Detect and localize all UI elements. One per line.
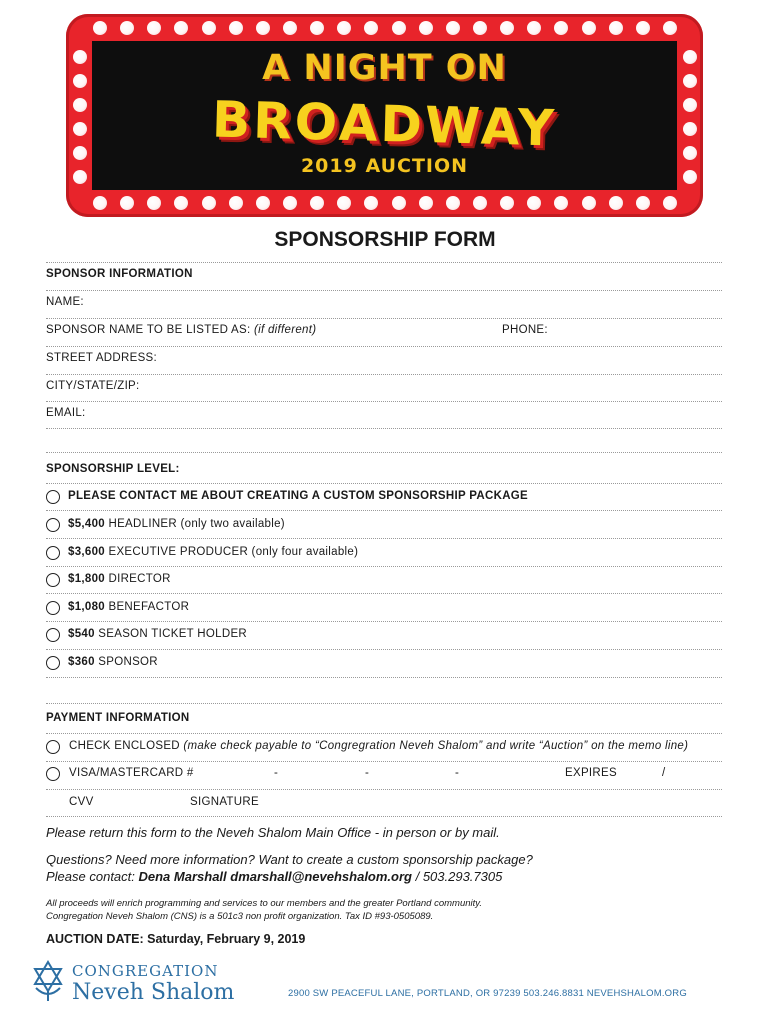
radio-season-ticket-holder[interactable] — [46, 628, 60, 642]
marquee-bulb — [473, 196, 487, 210]
divider — [46, 593, 722, 594]
option-sponsor: $360 SPONSOR — [68, 656, 158, 668]
radio-visa-mastercard[interactable] — [46, 767, 60, 781]
marquee-bulb — [582, 21, 596, 35]
return-instructions: Please return this form to the Neveh Shalom Main Office - in person or by mail. — [46, 825, 500, 840]
marquee-bulb — [419, 21, 433, 35]
radio-executive-producer[interactable] — [46, 546, 60, 560]
divider — [46, 703, 722, 704]
marquee-bulb — [683, 170, 697, 184]
marquee-bulb — [663, 196, 677, 210]
listed-as-field[interactable] — [46, 324, 316, 336]
option-custom-package: PLEASE CONTACT ME ABOUT CREATING A CUSTOM SPONSORSHIP PACKAGE — [68, 490, 529, 502]
marquee-bulb — [683, 50, 697, 64]
divider — [46, 290, 722, 291]
radio-benefactor[interactable] — [46, 601, 60, 615]
marquee-bulb — [446, 196, 460, 210]
divider — [46, 401, 722, 402]
radio-sponsor[interactable] — [46, 656, 60, 670]
marquee-bulb — [93, 196, 107, 210]
marquee-bulb — [683, 74, 697, 88]
listed-as-label: SPONSOR NAME TO BE LISTED AS: — [46, 324, 251, 336]
marquee-bulb — [582, 196, 596, 210]
divider — [46, 538, 722, 539]
divider — [46, 733, 722, 734]
marquee-bulb — [636, 196, 650, 210]
contact-link[interactable]: Dena Marshall dmarshall@nevehshalom.org — [138, 869, 412, 884]
marquee-bulb — [636, 21, 650, 35]
marquee-bulb — [392, 21, 406, 35]
marquee-bulb — [683, 122, 697, 136]
proceeds-note: All proceeds will enrich programming and services to our members and the greater Portland community. — [46, 898, 482, 909]
check-enclosed-option: CHECK ENCLOSED (make check payable to “Congregration Neveh Shalom” and write “Auction” on the memo line) — [69, 740, 689, 752]
marquee-bulb — [229, 196, 243, 210]
divider — [46, 374, 722, 375]
marquee-bulb — [256, 196, 270, 210]
marquee-bulb — [663, 21, 677, 35]
marquee-bulb — [683, 146, 697, 160]
divider — [46, 510, 722, 511]
expires-field[interactable]: EXPIRES — [565, 767, 617, 779]
marquee-bulb — [73, 98, 87, 112]
radio-custom-package[interactable] — [46, 490, 60, 504]
marquee-bulb — [229, 21, 243, 35]
marquee-bulb — [73, 74, 87, 88]
option-headliner: $5,400 HEADLINER (only two available) — [68, 518, 285, 530]
divider — [46, 677, 722, 678]
radio-director[interactable] — [46, 573, 60, 587]
divider — [46, 428, 722, 429]
star-of-david-icon — [30, 960, 66, 1002]
city-state-zip-field[interactable]: CITY/STATE/ZIP: — [46, 380, 140, 392]
card-dash-2: - — [365, 767, 370, 779]
divider — [46, 816, 722, 817]
logo-congregation: CONGREGATION — [72, 962, 219, 980]
option-director: $1,800 DIRECTOR — [68, 573, 171, 585]
divider — [46, 262, 722, 263]
logo-neveh-shalom: Neveh Shalom — [72, 980, 235, 1005]
radio-headliner[interactable] — [46, 518, 60, 532]
banner-line-2: BROADWAY — [211, 90, 558, 158]
banner-line-3: 2019 AUCTION — [300, 155, 469, 177]
divider — [46, 346, 722, 347]
radio-check-enclosed[interactable] — [46, 740, 60, 754]
card-dash-3: - — [455, 767, 460, 779]
marquee-bulb — [202, 21, 216, 35]
name-field[interactable]: NAME: — [46, 296, 84, 308]
form-title: SPONSORSHIP FORM — [274, 228, 496, 251]
marquee-bulb — [446, 21, 460, 35]
option-benefactor: $1,080 BENEFACTOR — [68, 601, 190, 613]
marquee-bulb — [256, 21, 270, 35]
marquee-bulb — [73, 170, 87, 184]
marquee-bulb — [609, 196, 623, 210]
sponsorship-level-heading: SPONSORSHIP LEVEL: — [46, 463, 180, 475]
card-number-field[interactable]: VISA/MASTERCARD # — [69, 767, 194, 779]
phone-field[interactable]: PHONE: — [502, 324, 548, 336]
marquee-bulb — [419, 196, 433, 210]
tax-id-note: Congregation Neveh Shalom (CNS) is a 501c3 non profit organization. Tax ID #93-0505089. — [46, 911, 434, 922]
marquee-bulb — [683, 98, 697, 112]
divider — [46, 621, 722, 622]
marquee-bulb — [93, 21, 107, 35]
auction-date: AUCTION DATE: Saturday, February 9, 2019 — [46, 932, 306, 946]
divider — [46, 452, 722, 453]
divider — [46, 318, 722, 319]
divider — [46, 789, 722, 790]
divider — [46, 761, 722, 762]
divider — [46, 566, 722, 567]
marquee-bulb — [283, 21, 297, 35]
signature-field[interactable]: SIGNATURE — [190, 796, 259, 808]
card-dash-1: - — [274, 767, 279, 779]
cvv-field[interactable]: CVV — [69, 796, 94, 808]
divider — [46, 649, 722, 650]
option-executive-producer: $3,600 EXECUTIVE PRODUCER (only four available) — [68, 546, 359, 558]
marquee-bulb — [73, 122, 87, 136]
questions-line: Questions? Need more information? Want to create a custom sponsorship package? — [46, 852, 533, 867]
marquee-bulb — [73, 146, 87, 160]
option-season-ticket-holder: $540 SEASON TICKET HOLDER — [68, 628, 248, 640]
payment-info-heading: PAYMENT INFORMATION — [46, 712, 190, 724]
email-field[interactable]: EMAIL: — [46, 407, 86, 419]
marquee-bulb — [392, 196, 406, 210]
marquee-bulb — [202, 196, 216, 210]
marquee-bulb — [283, 196, 297, 210]
listed-as-note: (if different) — [253, 324, 317, 336]
footer-address: 2900 SW PEACEFUL LANE, PORTLAND, OR 97239 503.246.8831 NEVEHSHALOM.ORG — [288, 988, 687, 999]
marquee-bulb — [73, 50, 87, 64]
contact-line: Please contact: Dena Marshall dmarshall@nevehshalom.org / 503.293.7305 — [46, 869, 503, 884]
marquee-bulb — [473, 21, 487, 35]
street-address-field[interactable]: STREET ADDRESS: — [46, 352, 158, 364]
banner-line-1: A NIGHT ON — [262, 48, 507, 88]
expires-slash: / — [662, 767, 666, 779]
marquee-bulb — [609, 21, 623, 35]
sponsor-info-heading: SPONSOR INFORMATION — [46, 268, 193, 280]
divider — [46, 483, 722, 484]
check-note: (make check payable to “Congregration Neveh Shalom” and write “Auction” on the memo line) — [183, 740, 689, 752]
